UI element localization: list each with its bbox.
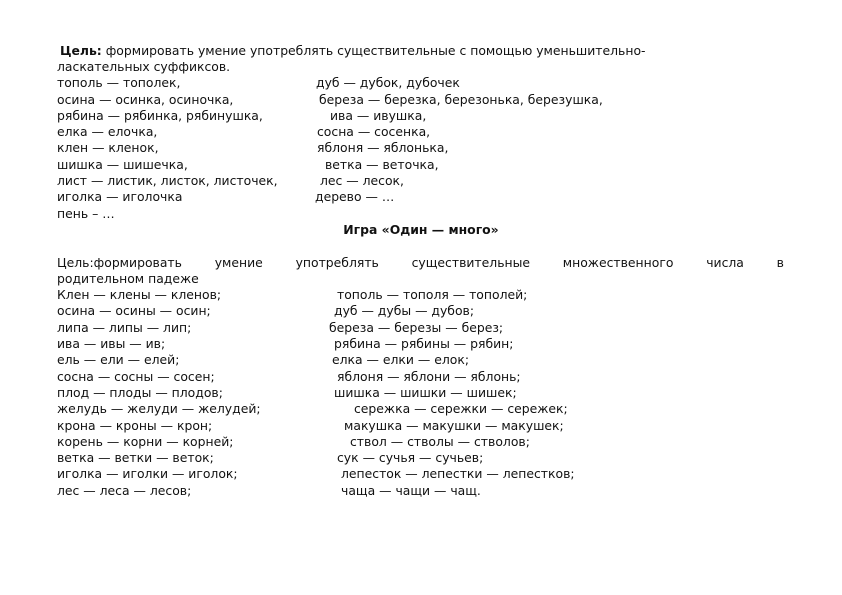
section1-goal-line2: ласкательных суффиксов. xyxy=(57,59,231,74)
s1-right-item: лес — лесок, xyxy=(320,173,404,188)
goal-word: множественного xyxy=(562,255,674,270)
s1-right-item: ива — ивушка, xyxy=(330,108,427,123)
s2-right-item: шишка — шишки — шишек; xyxy=(334,385,517,400)
s2-left-item: плод — плоды — плодов; xyxy=(57,385,223,400)
s2-right-item: макушка — макушки — макушек; xyxy=(344,418,564,433)
s1-right-item: дерево — … xyxy=(315,189,395,204)
s1-left-item: елка — елочка, xyxy=(57,124,158,139)
goal-word: числа xyxy=(706,255,744,270)
goal-word: умение xyxy=(214,255,263,270)
section2-goal-line2: родительном падеже xyxy=(57,271,199,286)
section1-goal-label: Цель: xyxy=(60,43,102,58)
s2-right-item: чаща — чащи — чащ. xyxy=(341,483,481,498)
s1-left-item: лист — листик, листок, листочек, xyxy=(57,173,278,188)
goal-word: употреблять xyxy=(295,255,379,270)
s2-left-item: ветка — ветки — веток; xyxy=(57,450,214,465)
s1-right-item: сосна — сосенка, xyxy=(317,124,431,139)
s1-left-item: тополь — тополек, xyxy=(57,75,181,90)
s2-right-item: елка — елки — елок; xyxy=(332,352,470,367)
section1-goal-text: формировать умение употреблять существительные с помощью уменьшительно- xyxy=(101,43,646,58)
s2-left-item: корень — корни — корней; xyxy=(57,434,234,449)
s2-right-item: тополь — тополя — тополей; xyxy=(337,287,528,302)
s1-right-item: ветка — веточка, xyxy=(325,157,439,172)
s2-left-item: осина — осины — осин; xyxy=(57,303,211,318)
s1-left-item: рябина — рябинка, рябинушка, xyxy=(57,108,263,123)
s2-left-item: крона — кроны — крон; xyxy=(57,418,213,433)
s2-right-item: яблоня — яблони — яблонь; xyxy=(337,369,521,384)
s1-left-item: шишка — шишечка, xyxy=(57,157,188,172)
s2-right-item: рябина — рябины — рябин; xyxy=(334,336,514,351)
s2-left-item: желудь — желуди — желудей; xyxy=(57,401,261,416)
s1-left-item: пень – … xyxy=(57,206,115,221)
s2-right-item: лепесток — лепестки — лепестков; xyxy=(341,466,575,481)
s1-right-item: дуб — дубок, дубочек xyxy=(316,75,460,90)
s1-left-item: иголка — иголочка xyxy=(57,189,183,204)
s2-right-item: дуб — дубы — дубов; xyxy=(334,303,474,318)
s2-right-item: береза — березы — берез; xyxy=(329,320,504,335)
s2-right-item: ствол — стволы — стволов; xyxy=(350,434,530,449)
s2-left-item: лес — леса — лесов; xyxy=(57,483,192,498)
goal-word: Цель:формировать xyxy=(57,255,182,270)
s1-left-item: осина — осинка, осиночка, xyxy=(57,92,234,107)
s2-left-item: липа — липы — лип; xyxy=(57,320,192,335)
s2-left-item: сосна — сосны — сосен; xyxy=(57,369,215,384)
goal-word: в xyxy=(776,255,784,270)
s1-right-item: береза — березка, березонька, березушка, xyxy=(319,92,603,107)
s1-left-item: клен — кленок, xyxy=(57,140,159,155)
s2-right-item: сережка — сережки — сережек; xyxy=(354,401,568,416)
s1-right-item: яблоня — яблонька, xyxy=(317,140,449,155)
s2-right-item: сук — сучья — сучьев; xyxy=(337,450,484,465)
s2-left-item: ель — ели — елей; xyxy=(57,352,180,367)
s2-left-item: ива — ивы — ив; xyxy=(57,336,166,351)
section1-goal-line1 xyxy=(60,43,646,59)
s2-left-item: Клен — клены — кленов; xyxy=(57,287,222,302)
s2-left-item: иголка — иголки — иголок; xyxy=(57,466,238,481)
goal-word: существительные xyxy=(411,255,531,270)
game-title: Игра «Один — много» xyxy=(343,222,499,237)
section2-goal-line1 xyxy=(57,255,784,271)
